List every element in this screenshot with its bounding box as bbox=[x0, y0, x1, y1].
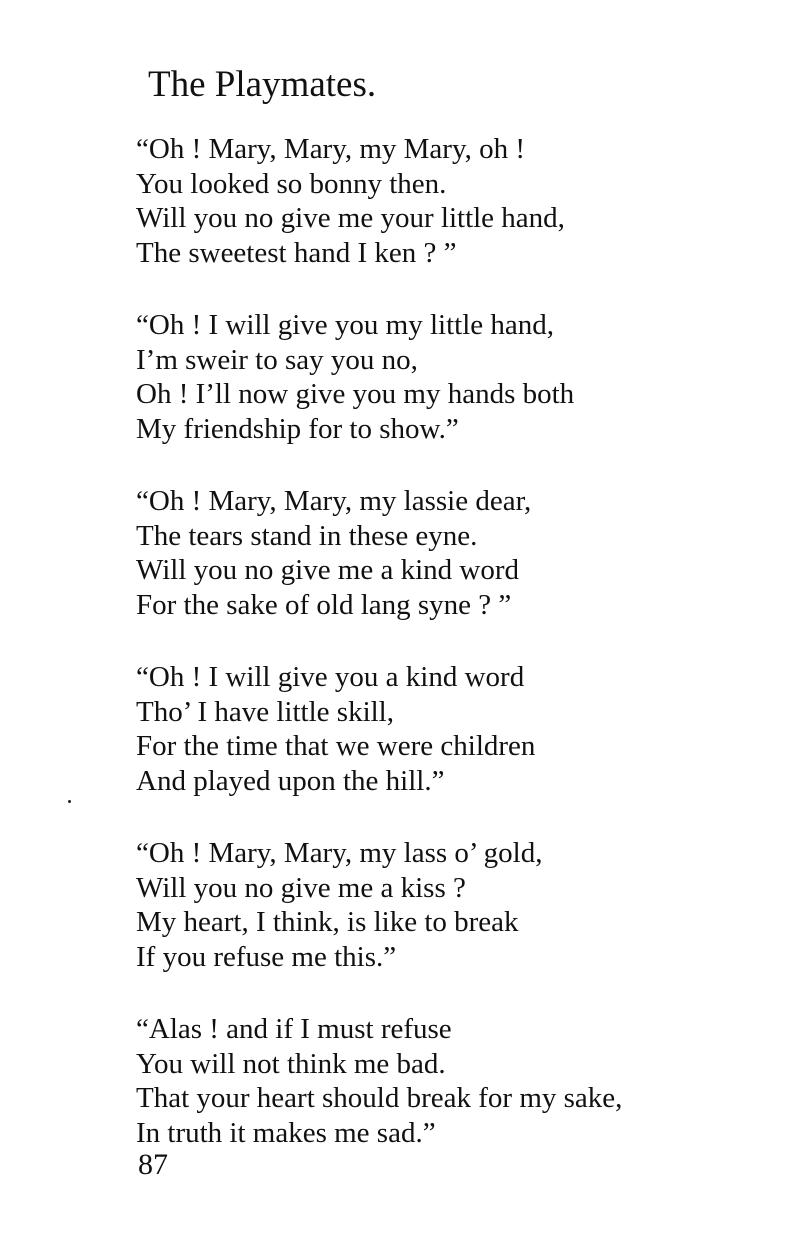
poem-line: Tho’ I have little skill, bbox=[136, 695, 394, 728]
poem-line: You will not think me bad. bbox=[136, 1047, 446, 1080]
stanza-4 bbox=[136, 660, 776, 798]
page-number: 87 bbox=[138, 1148, 168, 1181]
stanza-6 bbox=[136, 1012, 776, 1150]
poem-body bbox=[136, 132, 776, 1188]
poem-line: My heart, I think, is like to break bbox=[136, 906, 519, 938]
poem-line: And played upon the hill.” bbox=[136, 764, 445, 797]
poem-line: My friendship for to show.” bbox=[136, 412, 459, 445]
poem-line: “Oh ! Mary, Mary, my lassie dear, bbox=[136, 485, 532, 517]
print-speck bbox=[68, 800, 71, 803]
stanza-2 bbox=[136, 308, 776, 446]
poem-line: Will you no give me a kind word bbox=[136, 554, 520, 586]
poem-line: You looked so bonny then. bbox=[136, 167, 447, 200]
poem-line: Oh ! I’ll now give you my hands both bbox=[136, 378, 575, 410]
poem-line: I’m sweir to say you no, bbox=[136, 343, 418, 376]
poem-title: The Playmates. bbox=[148, 64, 377, 105]
stanza-5 bbox=[136, 836, 776, 974]
poem-line: “Alas ! and if I must refuse bbox=[136, 1013, 452, 1045]
poem-line: “Oh ! Mary, Mary, my Mary, oh ! bbox=[136, 133, 525, 165]
poem-line: “Oh ! I will give you my little hand, bbox=[136, 309, 555, 341]
poem-line: The tears stand in these eyne. bbox=[136, 519, 478, 552]
poem-line: The sweetest hand I ken ? ” bbox=[136, 236, 457, 269]
poem-line: “Oh ! Mary, Mary, my lass o’ gold, bbox=[136, 837, 543, 869]
poem-line: Will you no give me a kiss ? bbox=[136, 871, 466, 904]
poem-line: “Oh ! I will give you a kind word bbox=[136, 661, 525, 693]
poem-line: If you refuse me this.” bbox=[136, 940, 397, 973]
poem-line: That your heart should break for my sake, bbox=[136, 1082, 623, 1114]
stanza-1 bbox=[136, 132, 776, 270]
poem-line: For the sake of old lang syne ? ” bbox=[136, 588, 512, 621]
poem-line: For the time that we were children bbox=[136, 730, 536, 762]
stanza-3 bbox=[136, 484, 776, 622]
poem-line: In truth it makes me sad.” bbox=[136, 1116, 436, 1149]
poem-line: Will you no give me your little hand, bbox=[136, 202, 565, 234]
